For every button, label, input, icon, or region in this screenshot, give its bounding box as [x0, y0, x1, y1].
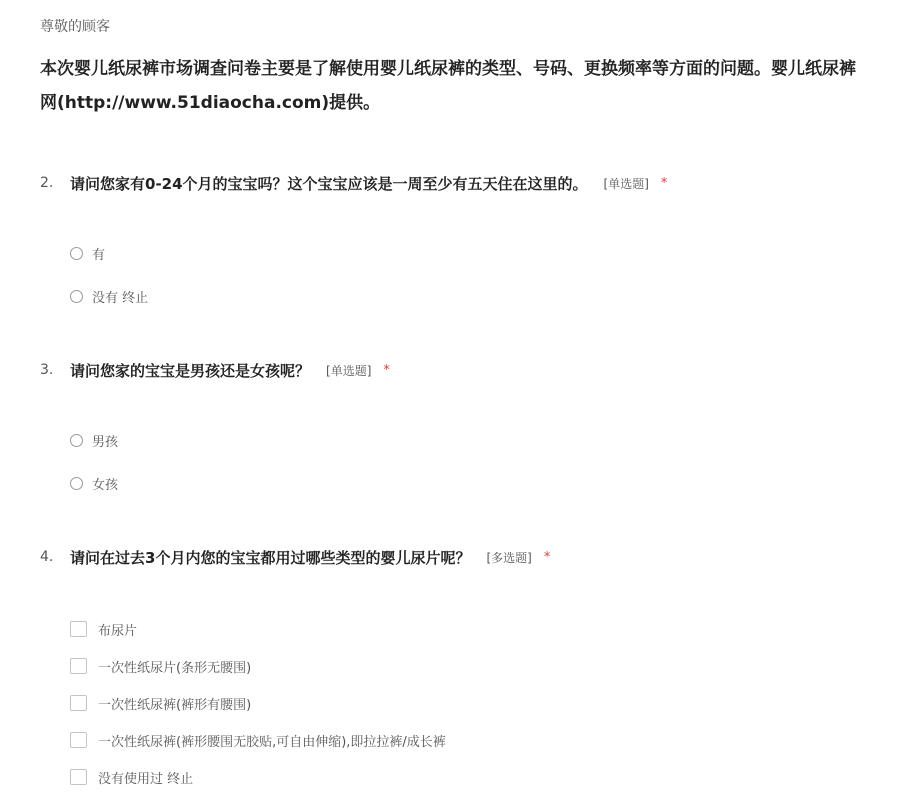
question-type-label: [单选题]: [603, 176, 649, 191]
options-list: [70, 618, 446, 788]
required-marker: *: [660, 175, 668, 191]
option-label: 没有 终止: [92, 290, 149, 306]
option-label: 一次性纸尿裤(裤形有腰围): [98, 697, 252, 713]
required-marker: *: [543, 549, 551, 565]
option-label: 男孩: [92, 434, 119, 450]
question-text: 请问您家的宝宝是男孩还是女孩呢？: [70, 361, 311, 380]
option-never-used[interactable]: [70, 766, 446, 788]
question-type-label: [多选题]: [486, 550, 532, 565]
radio-button[interactable]: [70, 477, 83, 490]
checkbox[interactable]: [70, 695, 87, 711]
option-boy[interactable]: [70, 429, 118, 451]
checkbox[interactable]: [70, 621, 87, 637]
options-list: [70, 242, 148, 307]
checkbox[interactable]: [70, 732, 87, 748]
option-disposable-strip[interactable]: [70, 655, 446, 677]
question-title: [40, 358, 890, 382]
option-you[interactable]: [70, 242, 148, 264]
checkbox[interactable]: [70, 769, 87, 785]
option-meiyou[interactable]: [70, 285, 148, 307]
option-label: 没有使用过 终止: [98, 771, 194, 787]
question-number: 3.: [40, 362, 54, 378]
option-label: 一次性纸尿裤(裤形腰围无胶贴,可自由伸缩),即拉拉裤/成长裤: [98, 734, 446, 750]
option-pull-ups[interactable]: [70, 729, 446, 751]
question-number: 4.: [40, 549, 54, 565]
checkbox[interactable]: [70, 658, 87, 674]
question-number: 2.: [40, 175, 54, 191]
option-label: 女孩: [92, 477, 119, 493]
option-label: 布尿片: [98, 623, 138, 639]
required-marker: *: [383, 362, 390, 378]
option-girl[interactable]: [70, 472, 118, 494]
option-label: 一次性纸尿片(条形无腰围): [98, 660, 252, 676]
intro-line-1: 本次婴儿纸尿裤市场调查问卷主要是了解使用婴儿纸尿裤的类型、号码、更换频率等方面的问题。婴儿纸尿裤: [40, 59, 856, 79]
question-type-label: [单选题]: [326, 363, 372, 378]
option-cloth-diaper[interactable]: [70, 618, 446, 640]
question-3: [40, 358, 890, 493]
radio-button[interactable]: [70, 290, 83, 303]
option-label: 有: [92, 247, 106, 263]
question-title: [40, 171, 890, 195]
radio-button[interactable]: [70, 247, 83, 260]
intro-line-2: 网(http://www.51diaocha.com)提供。: [40, 93, 381, 113]
question-text: 请问您家有0-24个月的宝宝吗？这个宝宝应该是一周至少有五天住在这里的。: [70, 174, 588, 193]
question-title: [40, 545, 890, 569]
question-2: [40, 171, 890, 306]
option-disposable-pants-waist[interactable]: [70, 692, 446, 714]
question-text: 请问在过去3个月内您的宝宝都用过哪些类型的婴儿尿片呢？: [70, 548, 471, 567]
question-4: [40, 545, 890, 787]
radio-button[interactable]: [70, 434, 83, 447]
options-list: [70, 429, 118, 494]
survey-intro: [40, 52, 900, 120]
greeting-text: 尊敬的顾客: [40, 19, 110, 35]
